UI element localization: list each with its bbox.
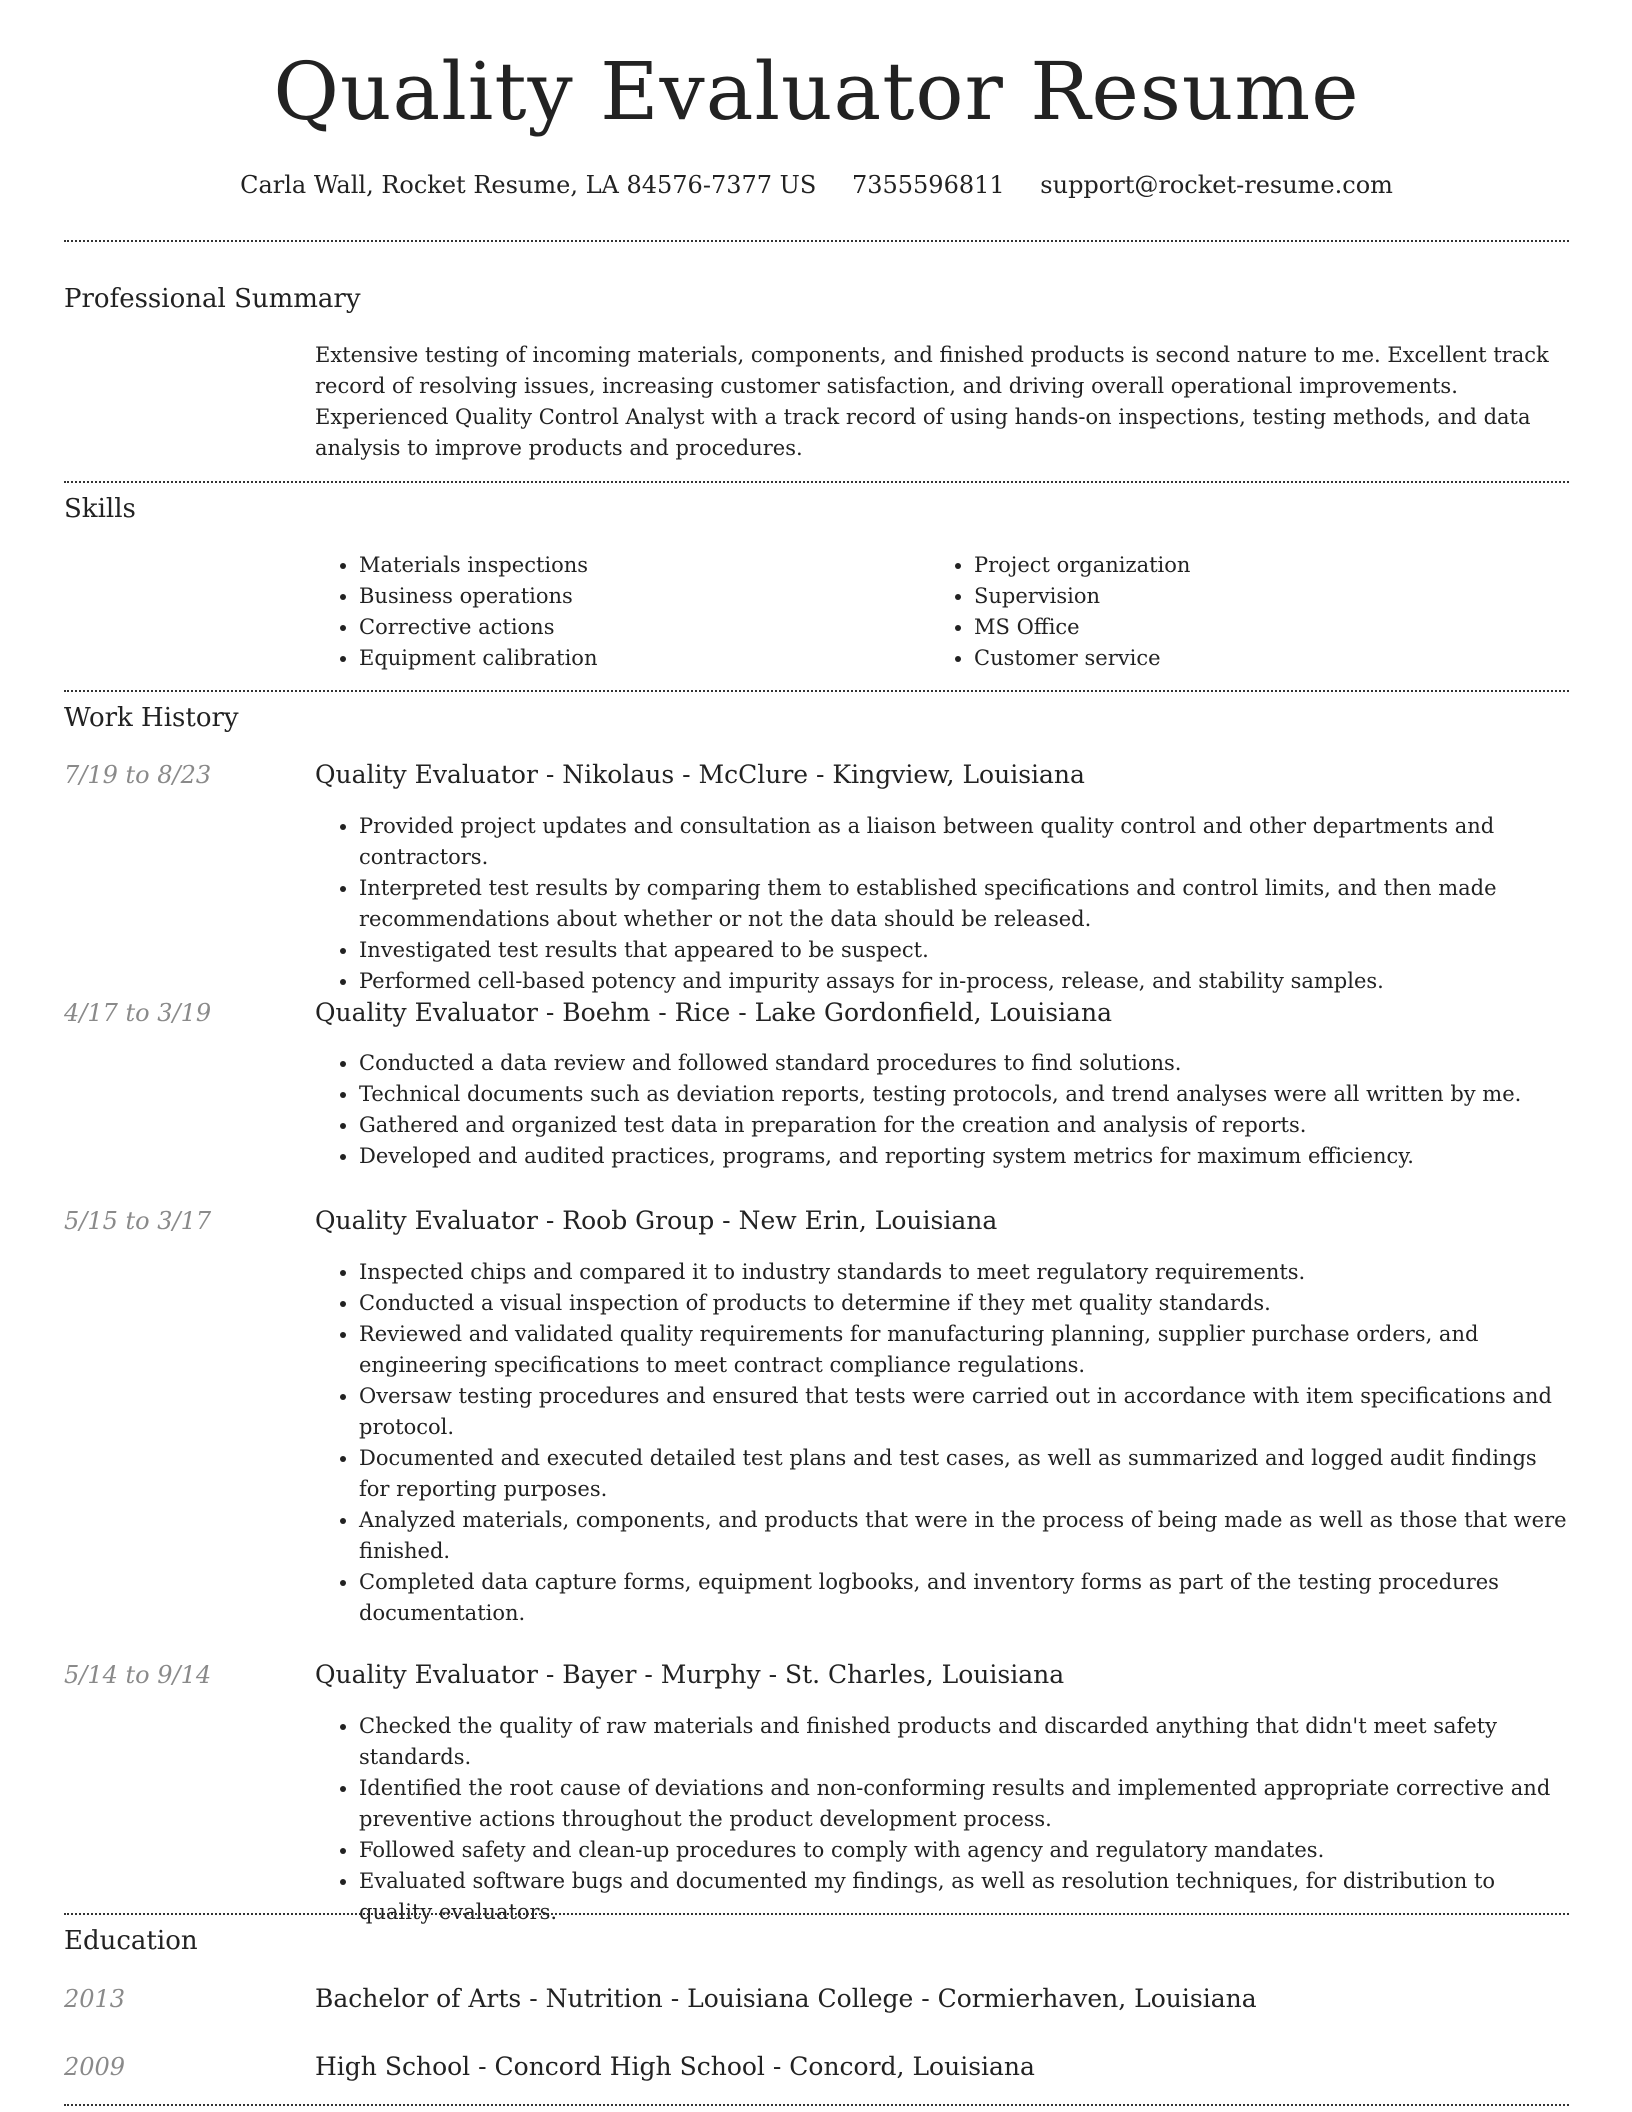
job-bullet: • Provided project updates and consultation as a liaison between quality control and other departments and contractors.	[359, 811, 1569, 873]
job-bullet: • Checked the quality of raw materials and finished products and discarded anything that didn't meet safety standards.	[359, 1711, 1569, 1773]
job-bullet: • Gathered and organized test data in preparation for the creation and analysis of reports.	[359, 1110, 1569, 1141]
job-bullets	[315, 1257, 1569, 1629]
job-bullet: • Technical documents such as deviation reports, testing protocols, and trend analyses were all written by me.	[359, 1079, 1569, 1110]
divider	[64, 690, 1569, 692]
skill-item: • Project organization	[974, 550, 1530, 581]
contact-address: Carla Wall, Rocket Resume, LA 84576-7377 US	[240, 171, 817, 199]
education-year: 2009	[64, 2053, 126, 2081]
summary-heading: Professional Summary	[64, 284, 361, 314]
job-bullet: • Conducted a visual inspection of products to determine if they met quality standards.	[359, 1288, 1569, 1319]
skills-column-right	[930, 550, 1530, 674]
contact-line	[64, 170, 1569, 201]
job-bullet: • Followed safety and clean-up procedures to comply with agency and regulatory mandates.	[359, 1835, 1569, 1866]
job-bullet: • Inspected chips and compared it to industry standards to meet regulatory requirements.	[359, 1257, 1569, 1288]
divider	[64, 481, 1569, 483]
education-heading: Education	[64, 1926, 198, 1956]
divider	[64, 2104, 1569, 2106]
resume-title: Quality Evaluator Resume	[273, 45, 1360, 138]
job-bullets	[315, 1048, 1569, 1172]
education-title: Bachelor of Arts - Nutrition - Louisiana College - Cormierhaven, Louisiana	[315, 1984, 1257, 2013]
education-title: High School - Concord High School - Concord, Louisiana	[315, 2052, 1035, 2081]
job-bullets	[315, 1711, 1569, 1928]
job-bullet: • Conducted a data review and followed standard procedures to find solutions.	[359, 1048, 1569, 1079]
skill-item: • Corrective actions	[359, 612, 915, 643]
skills-heading: Skills	[64, 494, 136, 524]
skill-item: • Customer service	[974, 643, 1530, 674]
skill-item: • MS Office	[974, 612, 1530, 643]
job-bullets	[315, 811, 1569, 997]
education-year: 2013	[64, 1985, 126, 2013]
contact-email[interactable]: support@rocket-resume.com	[1040, 171, 1393, 199]
job-bullet: • Reviewed and validated quality requirements for manufacturing planning, supplier purchase orders, and engineering specifications to meet contract compliance regulations.	[359, 1319, 1569, 1381]
contact-phone: 7355596811	[851, 171, 1005, 199]
summary-text: Extensive testing of incoming materials, components, and finished products is second nature to me. Excellent track record of resolving issues, increasing customer satisfaction, and driving overall operational improvements. Experienced Quality Control Analyst with a track record of using hands-on inspections, testing methods, and data analysis to improve products and procedures.	[315, 343, 1549, 460]
job-bullet: • Interpreted test results by comparing them to established specifications and control limits, and then made recommendations about whether or not the data should be released.	[359, 873, 1569, 935]
divider	[64, 240, 1569, 242]
job-dates: 5/15 to 3/17	[64, 1207, 212, 1235]
job-bullet: • Evaluated software bugs and documented my findings, as well as resolution techniques, for distribution to quality evaluators.	[359, 1866, 1569, 1928]
skill-item: • Business operations	[359, 581, 915, 612]
job-bullet: • Documented and executed detailed test plans and test cases, as well as summarized and logged audit findings for reporting purposes.	[359, 1443, 1569, 1505]
job-bullet: • Completed data capture forms, equipment logbooks, and inventory forms as part of the testing procedures documentation.	[359, 1567, 1569, 1629]
work-heading: Work History	[64, 703, 239, 733]
skill-item: • Supervision	[974, 581, 1530, 612]
job-bullet: • Identified the root cause of deviations and non-conforming results and implemented appropriate corrective and preventive actions throughout the product development process.	[359, 1773, 1569, 1835]
job-title: Quality Evaluator - Boehm - Rice - Lake Gordonfield, Louisiana	[315, 998, 1112, 1027]
job-bullet: • Analyzed materials, components, and products that were in the process of being made as well as those that were finished.	[359, 1505, 1569, 1567]
job-dates: 7/19 to 8/23	[64, 761, 212, 789]
job-title: Quality Evaluator - Bayer - Murphy - St. Charles, Louisiana	[315, 1660, 1065, 1689]
job-title: Quality Evaluator - Nikolaus - McClure - Kingview, Louisiana	[315, 760, 1085, 789]
job-dates: 5/14 to 9/14	[64, 1661, 212, 1689]
job-bullet: • Investigated test results that appeared to be suspect.	[359, 935, 1569, 966]
skills-column-left	[315, 550, 915, 674]
skill-item: • Materials inspections	[359, 550, 915, 581]
job-dates: 4/17 to 3/19	[64, 999, 212, 1027]
job-title: Quality Evaluator - Roob Group - New Erin, Louisiana	[315, 1206, 998, 1235]
job-bullet: • Performed cell-based potency and impurity assays for in-process, release, and stability samples.	[359, 966, 1569, 997]
job-bullet: • Oversaw testing procedures and ensured that tests were carried out in accordance with item specifications and protocol.	[359, 1381, 1569, 1443]
job-bullet: • Developed and audited practices, programs, and reporting system metrics for maximum efficiency.	[359, 1141, 1569, 1172]
skill-item: • Equipment calibration	[359, 643, 915, 674]
divider	[64, 1913, 1569, 1915]
